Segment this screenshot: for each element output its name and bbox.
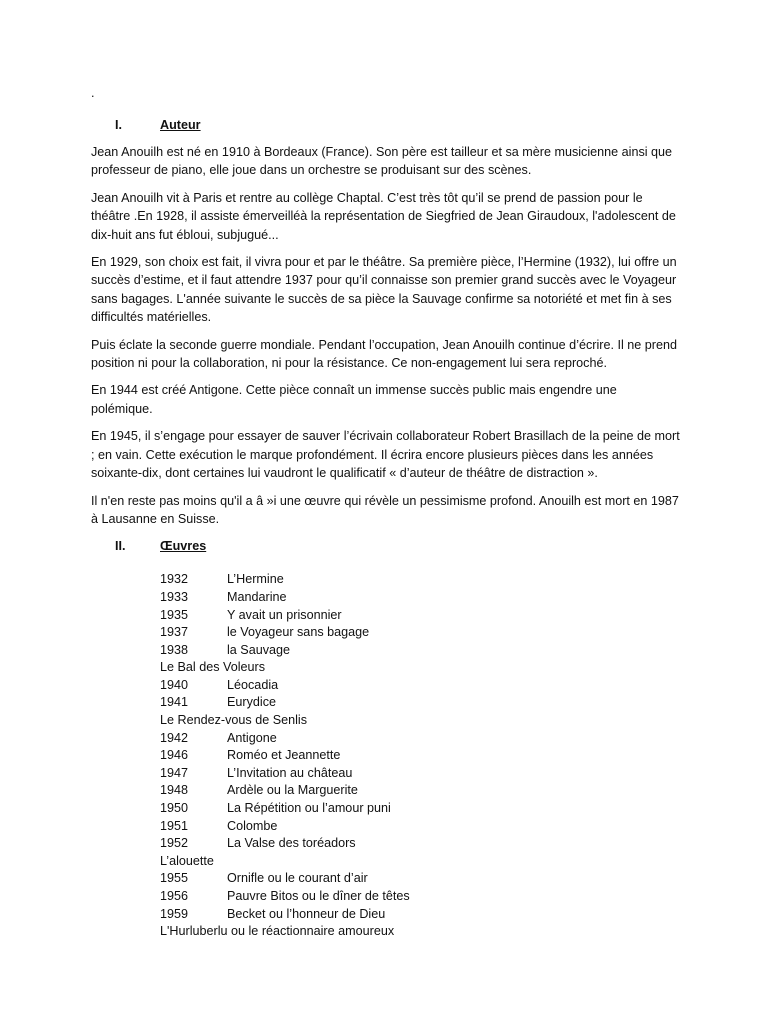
paragraph: Jean Anouilh est né en 1910 à Bordeaux (France). Son père est tailleur et sa mère musicienne ainsi que professeur de piano, elle joue dans un orchestre se produisant sur des scènes.	[91, 145, 673, 178]
work-year: 1959	[160, 906, 189, 921]
work-year: 1948	[160, 783, 189, 798]
work-title: le Voyageur sans bagage	[227, 625, 370, 640]
work-title: La Valse des toréadors	[227, 836, 356, 851]
work-entry	[160, 870, 681, 888]
section-heading-auteur	[91, 116, 681, 134]
work-entry	[160, 782, 681, 800]
work-year: 1941	[160, 695, 189, 710]
work-title: Y avait un prisonnier	[227, 607, 342, 622]
work-year: 1950	[160, 801, 189, 816]
work-year: 1942	[160, 730, 189, 745]
work-year: 1952	[160, 836, 189, 851]
work-title: Ardèle ou la Marguerite	[227, 783, 358, 798]
work-title: La Répétition ou l’amour puni	[227, 801, 391, 816]
paragraph: En 1945, il s’engage pour essayer de sauver l’écrivain collaborateur Robert Brasillach de la peine de mort ; en vain. Cette exécution le marque profondément. Il écrira encore plusieurs pièces dans les années soixante-dix, dont certaines lui vaudront le qualificatif « d’auteur de théâtre de distraction ».	[91, 429, 680, 481]
work-title: Roméo et Jeannette	[227, 748, 341, 763]
work-entry	[160, 659, 681, 677]
work-entry	[160, 747, 681, 765]
paragraph: Puis éclate la seconde guerre mondiale. Pendant l’occupation, Jean Anouilh continue d’écrire. Il ne prend position ni pour la collaboration, ni pour la résistance. Ce non-engagement lui sera reproché.	[91, 337, 677, 371]
work-year: 1956	[160, 889, 189, 903]
section-number: I.	[115, 118, 122, 132]
work-year: 1933	[160, 589, 189, 604]
work-year: 1946	[160, 748, 189, 763]
works-list	[91, 571, 681, 940]
work-year: 1947	[160, 765, 189, 780]
work-entry	[160, 800, 681, 818]
section-title: Œuvres	[160, 539, 207, 554]
work-year: 1932	[160, 572, 189, 587]
work-entry	[160, 571, 681, 589]
paragraph: En 1944 est créé Antigone. Cette pièce connaît un immense succès public mais engendre une polémique.	[91, 383, 617, 416]
document-page	[91, 86, 681, 941]
work-entry	[160, 607, 681, 625]
work-title: Becket ou l’honneur de Dieu	[227, 906, 386, 921]
work-title: Mandarine	[227, 589, 287, 604]
work-title: L’Invitation au château	[227, 765, 353, 780]
work-title: Léocadia	[227, 677, 279, 692]
work-title: L'Hurluberlu ou le réactionnaire amoureux	[160, 924, 395, 939]
work-title: Le Rendez-vous de Senlis	[160, 713, 308, 728]
paragraph: En 1929, son choix est fait, il vivra pour et par le théâtre. Sa première pièce, l’Hermine (1932), lui offre un succès d’estime, et il faut attendre 1937 pour qu’il connaisse son premier grand succès avec le Voyageur sans bagages. L'année suivante le succès de sa pièce la Sauvage confirme sa notoriété et met fin à ses difficultés matérielles.	[91, 255, 677, 325]
work-entry	[160, 730, 681, 748]
work-entry	[160, 694, 681, 712]
work-title: L’alouette	[160, 853, 214, 868]
work-title: Ornifle ou le courant d’air	[227, 871, 368, 886]
work-entry	[160, 624, 681, 642]
section-heading-oeuvres	[91, 537, 681, 555]
work-year: 1938	[160, 642, 189, 657]
work-year: 1940	[160, 677, 189, 692]
work-entry	[160, 835, 681, 853]
work-entry	[160, 712, 681, 730]
paragraph: Jean Anouilh vit à Paris et rentre au collège Chaptal. C’est très tôt qu’il se prend de passion pour le théâtre .En 1928, il assiste émerveilléà la représentation de Siegfried de Jean Giraudoux, l'adolescent de dix-huit ans fut ébloui, subjugué...	[91, 190, 676, 242]
work-title: L’Hermine	[227, 572, 284, 587]
leading-dot: .	[91, 86, 95, 100]
work-entry	[160, 923, 681, 941]
work-title: Pauvre Bitos ou le dîner de têtes	[227, 889, 410, 903]
work-title: Eurydice	[227, 695, 276, 710]
work-year: 1951	[160, 818, 189, 833]
work-entry	[160, 888, 681, 906]
work-year: 1937	[160, 625, 189, 640]
section-number: II.	[115, 539, 126, 554]
work-title: Le Bal des Voleurs	[160, 660, 266, 675]
work-entry	[160, 589, 681, 607]
work-title: la Sauvage	[227, 642, 291, 657]
author-biography	[91, 143, 681, 528]
paragraph: Il n'en reste pas moins qu'il a â »i une œuvre qui révèle un pessimisme profond. Anouilh est mort en 1987 à Lausanne en Suisse.	[91, 493, 679, 526]
work-entry	[160, 853, 681, 871]
work-entry	[160, 677, 681, 695]
work-title: Antigone	[227, 730, 277, 745]
work-title: Colombe	[227, 818, 278, 833]
work-entry	[160, 642, 681, 660]
work-entry	[160, 906, 681, 924]
work-year: 1935	[160, 607, 189, 622]
work-year: 1955	[160, 871, 189, 886]
section-title: Auteur	[160, 118, 201, 132]
work-entry	[160, 818, 681, 836]
work-entry	[160, 765, 681, 783]
